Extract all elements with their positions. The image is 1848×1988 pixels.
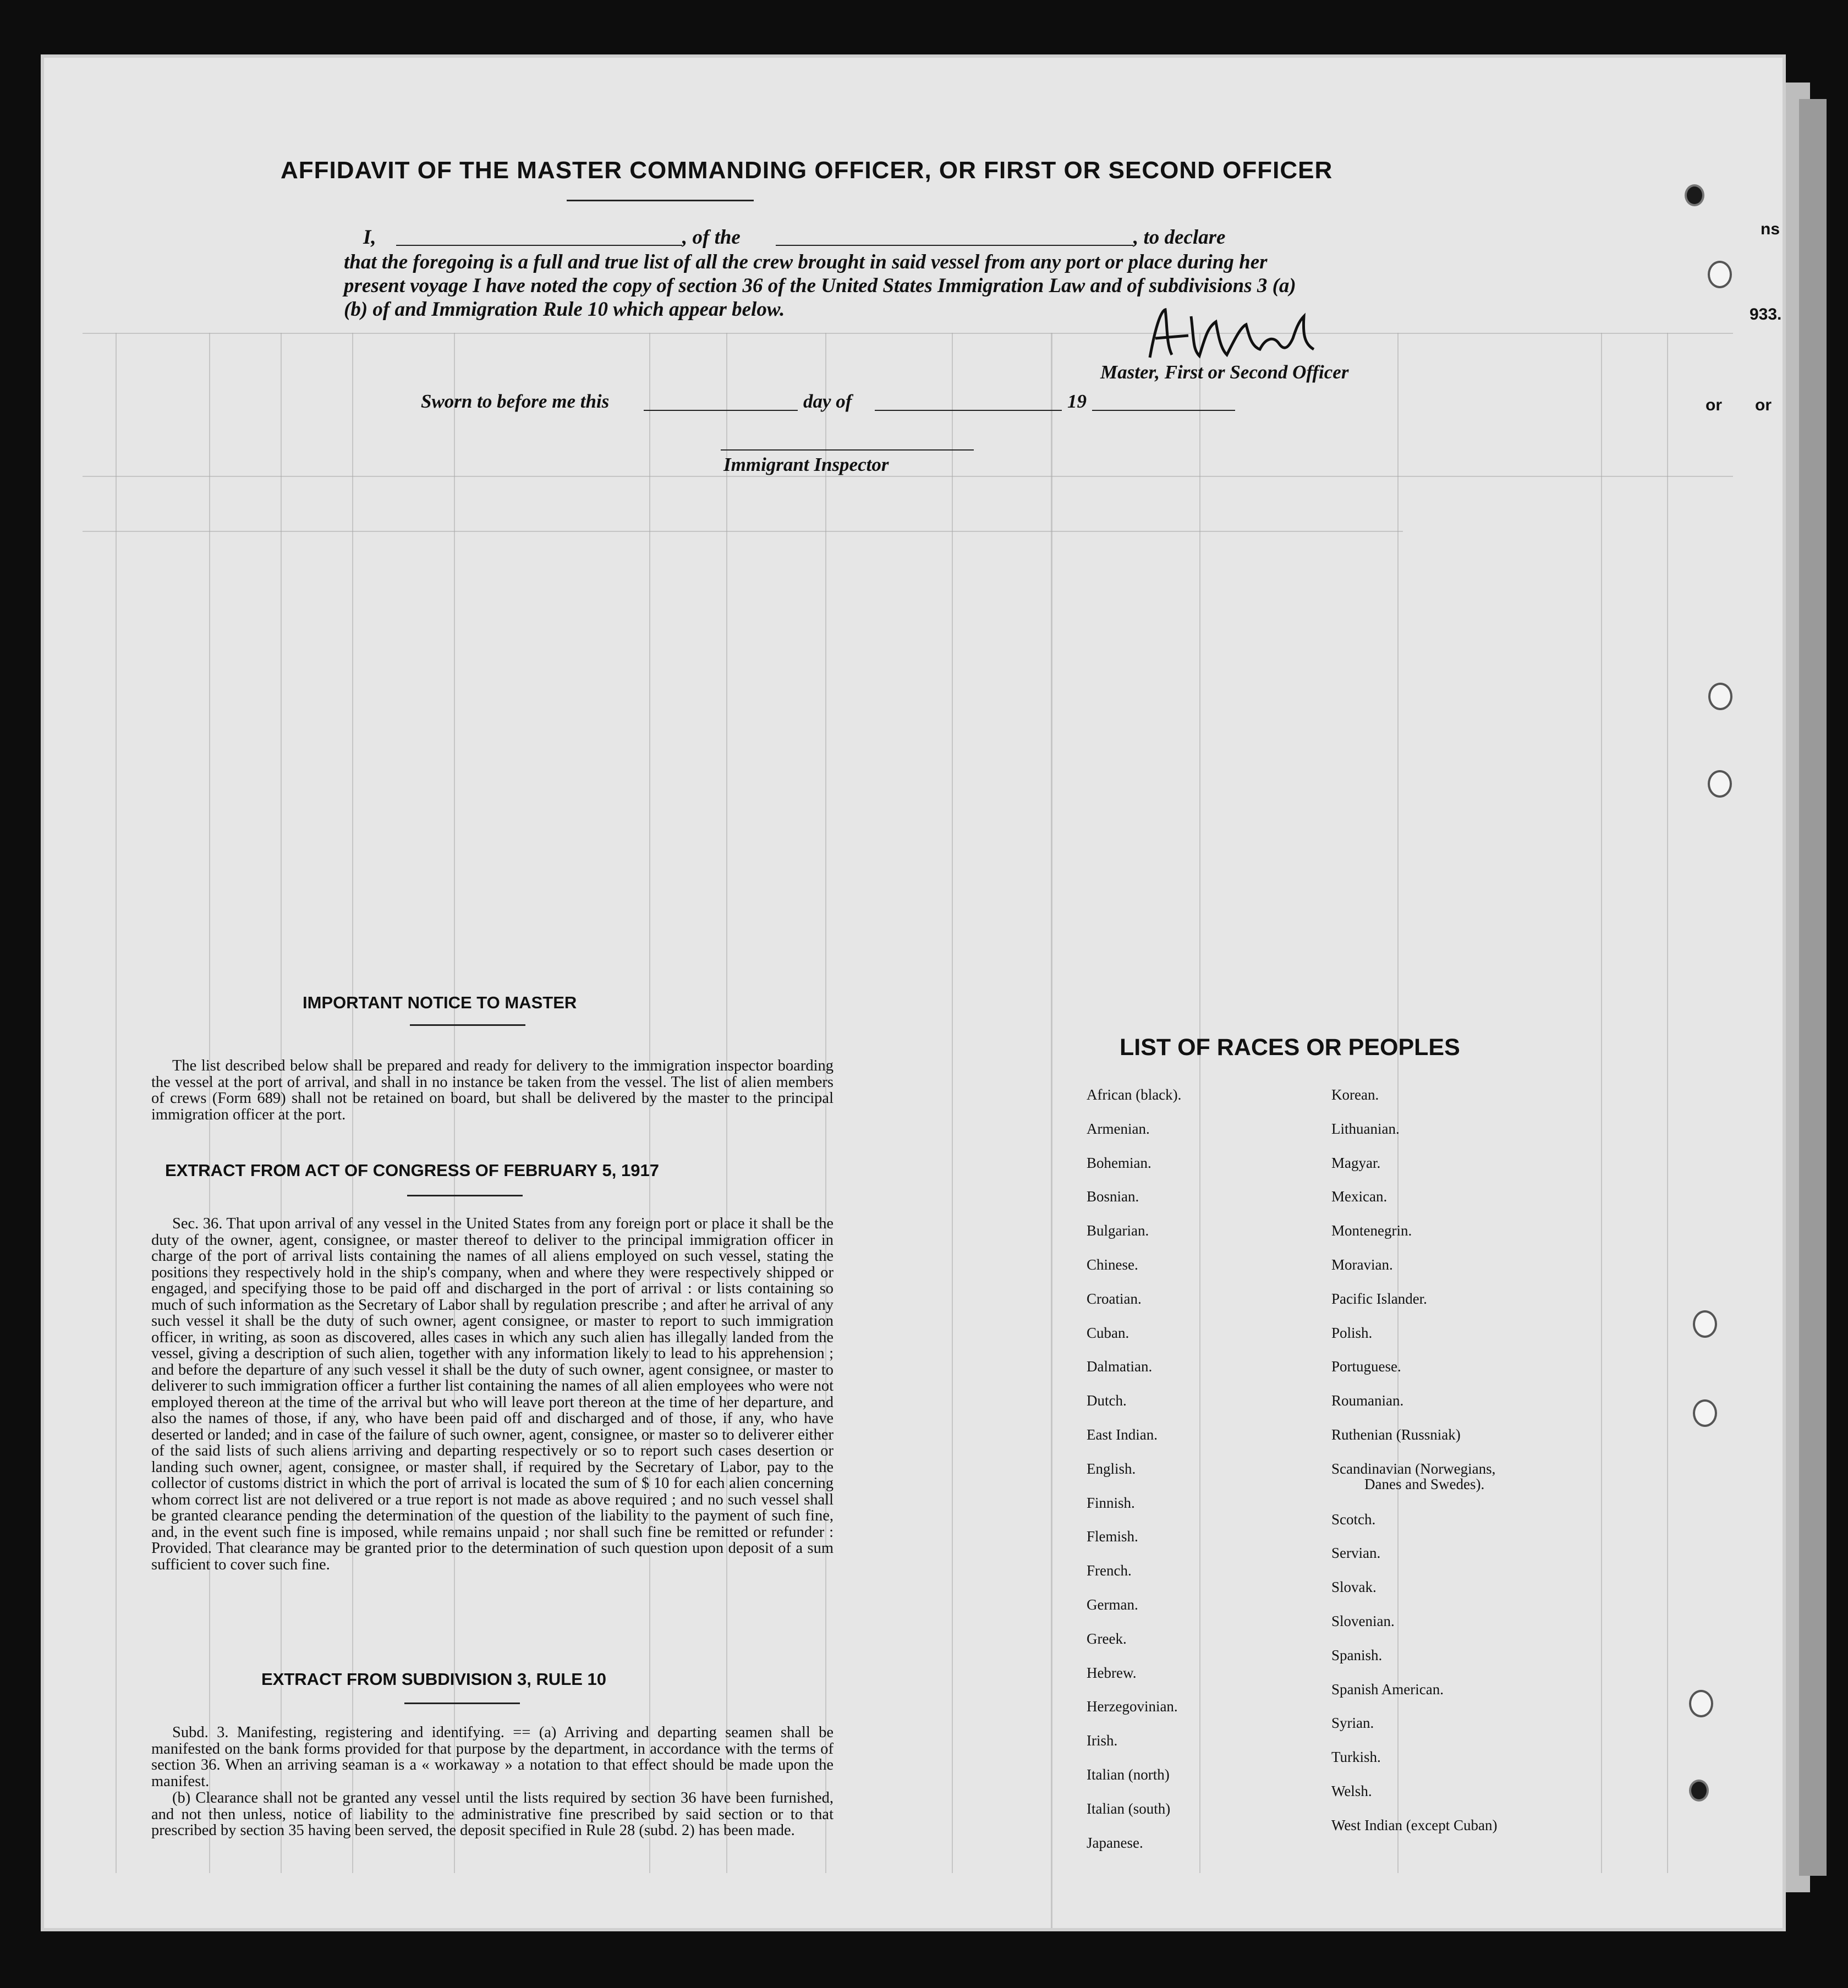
binder-hole [1693, 1310, 1717, 1338]
extract-act-text: Sec. 36. That upon arrival of any vessel in the United States from any foreign port or place it shall be the duty of the owner, agent, consignee, or master thereof to deliver to the principal immigration officer in charge of the port of arrival lists containing the names of all aliens employed on such vessel, stating the positions they respectively hold in the ship's company, when and where they were respectively shipped or engaged, and specifying those to be paid off and discharged in the port of arrival : or lists containing so much of such information as the Secretary of Labor shall by regulation prescribe ; and after he arrival of any such vessel it shall be the duty of such owner, agent consignee, or master to report to such immigration officer, in writing, as soon as discovered, alles cases in which any such alien has illegally landed from the vessel, giving a description of such alien, together with any information likely to lead to his apprehension ; and before the departure of any such vessel it shall be the duty of such owner, agent consignee, or master to deliverer to such immigration officer a further list containing the names of all alien employees who were not employed thereon at the time of the arrival but who will leave port thereon at the time of her departure, and also the names of those, if any, who have been paid off and discharged and of those, if any, who have deserted or landed; and in case of the failure of such owner, agent, consignee, or master so to deliverer either of the said lists of such aliens arriving and departing respectively or so to report such cases desertion or landing such owner, agent, consignee, or master shall, if required by the Secretary of Labor, pay to the collector of customs district in which the port of arrival is located the sum of $ 10 for each alien concerning whom correct list are not delivered or a true report is not made as above required ; and no such vessel shall be granted clearance pending the determination of the question of the liability to the payment of such fine, and, in the event such fine is imposed, while remains unpaid ; nor shall such fine be remitted or refunder : Provided. That clearance may be granted prior to the determination of such question upon deposit of a sum sufficient to cover such fine. [151, 1215, 833, 1573]
edge-fragment-ns: ns [1761, 220, 1780, 238]
affidavit-i: I, [363, 226, 376, 249]
race-item: Greek. [1087, 1630, 1127, 1647]
race-item: Cuban. [1087, 1324, 1129, 1341]
race-item: East Indian. [1087, 1426, 1158, 1443]
race-item: Mexican. [1331, 1188, 1388, 1205]
title-rule [567, 200, 754, 201]
race-item: Korean. [1331, 1086, 1379, 1103]
race-item: Montenegrin. [1331, 1222, 1412, 1239]
notice-text: The list described below shall be prepared and ready for delivery to the immigration inspector boarding the vessel at the port of arrival, and shall in no instance be taken from the vessel. The list of alien members of crews (Form 689) shall not be retained on board, but shall be delivered by the master to the principal immigration officer at the port. [151, 1057, 833, 1123]
sworn-text: Sworn to before me this [421, 391, 610, 412]
race-item: Welsh. [1331, 1783, 1372, 1799]
extract-rule-text-a: Subd. 3. Manifesting, registering and identifying. == (a) Arriving and departing seamen shall be manifested on the bank forms provided for that purpose by the department, in accordance with the terms of section 36. When an arriving seaman is a « workaway » a notation to that effect should be made upon the manifest. [151, 1724, 833, 1790]
extract-rule-title: EXTRACT FROM SUBDIVISION 3, RULE 10 [261, 1670, 606, 1689]
races-title: LIST OF RACES OR PEOPLES [1120, 1034, 1460, 1061]
race-item: Danes and Swedes). [1364, 1475, 1485, 1492]
race-item: Dalmatian. [1087, 1358, 1153, 1375]
race-item: Finnish. [1087, 1494, 1135, 1511]
binder-hole [1708, 261, 1732, 288]
binder-hole [1708, 683, 1732, 710]
extract-rule-text-b: (b) Clearance shall not be granted any vessel until the lists required by section 36 have been furnished, and not then unless, notice of liability to the administrative fine prescribed by said section or to that prescribed by section 35 having been served, the deposit specified in Rule 28 (subd. 2) has been made. [151, 1789, 833, 1839]
race-item: Flemish. [1087, 1528, 1138, 1545]
race-item: Dutch. [1087, 1392, 1127, 1409]
race-item: Spanish American. [1331, 1681, 1444, 1698]
affidavit-line-2: that the foregoing is a full and true list of all the crew brought in said vessel from any port or place during her [344, 251, 1268, 273]
month-blank[interactable] [875, 410, 1062, 411]
race-item: Magyar. [1331, 1154, 1381, 1171]
bleed-grid [83, 476, 1733, 477]
race-item: Japanese. [1087, 1834, 1143, 1851]
affidavit-line-4: (b) of and Immigration Rule 10 which appear below. [344, 298, 785, 321]
race-item: Lithuanian. [1331, 1120, 1400, 1137]
inspector-blank[interactable] [721, 449, 974, 451]
extract-act-rule [407, 1195, 523, 1196]
race-item: English. [1087, 1460, 1136, 1477]
race-item: Polish. [1331, 1324, 1373, 1341]
race-item: African (black). [1087, 1086, 1182, 1103]
race-item: French. [1087, 1562, 1132, 1579]
under-sheet-edge-dark [1799, 99, 1827, 1876]
race-item: Chinese. [1087, 1256, 1138, 1273]
bleed-grid [116, 333, 117, 1873]
race-item: Italian (north) [1087, 1766, 1170, 1783]
bleed-grid [1397, 333, 1399, 1873]
race-item: Herzegovinian. [1087, 1698, 1178, 1715]
affidavit-line-3: present voyage I have noted the copy of section 36 of the United States Immigration Law and of subdivisions 3 (a) [344, 274, 1296, 297]
edge-fragment-or-2: or [1755, 396, 1772, 414]
year-prefix: 19 [1067, 391, 1087, 412]
affidavit-title: AFFIDAVIT OF THE MASTER COMMANDING OFFICER, OR FIRST OR SECOND OFFICER [281, 157, 1333, 184]
vessel-blank[interactable] [776, 245, 1133, 246]
edge-fragment-or-1: or [1706, 396, 1722, 414]
affidavit-to-declare: , to declare [1133, 226, 1226, 249]
binder-hole [1689, 1780, 1709, 1802]
extract-act-title: EXTRACT FROM ACT OF CONGRESS OF FEBRUARY 5, 1917 [165, 1161, 659, 1180]
name-blank[interactable] [396, 245, 682, 246]
bleed-grid [83, 333, 1733, 334]
bleed-grid [952, 333, 953, 1873]
race-item: Portuguese. [1331, 1358, 1401, 1375]
race-item: Irish. [1087, 1732, 1118, 1749]
race-item: German. [1087, 1596, 1138, 1613]
notice-title: IMPORTANT NOTICE TO MASTER [303, 993, 577, 1012]
race-item: Ruthenian (Russniak) [1331, 1426, 1461, 1443]
race-item: Bohemian. [1087, 1154, 1151, 1171]
affidavit-of-the: , of the [682, 226, 741, 249]
race-item: Servian. [1331, 1545, 1381, 1562]
race-item: Turkish. [1331, 1749, 1381, 1766]
race-item: Roumanian. [1331, 1392, 1404, 1409]
race-item: Hebrew. [1087, 1664, 1137, 1681]
race-item: Spanish. [1331, 1646, 1383, 1663]
race-item: Croatian. [1087, 1290, 1142, 1307]
binder-hole [1708, 770, 1732, 798]
day-of-text: day of [803, 391, 852, 412]
bleed-grid [1051, 333, 1052, 1928]
bleed-grid [1667, 333, 1668, 1873]
signature-caption: Master, First or Second Officer [1100, 361, 1349, 383]
document-page [44, 58, 1783, 1928]
edge-fragment-933: 933. [1750, 305, 1782, 323]
race-item: Slovak. [1331, 1579, 1377, 1596]
race-item: Bosnian. [1087, 1188, 1139, 1205]
race-item: Scandinavian (Norwegians, [1331, 1460, 1496, 1477]
race-item: Italian (south) [1087, 1800, 1171, 1817]
day-blank[interactable] [644, 410, 798, 411]
race-item: Armenian. [1087, 1120, 1150, 1137]
race-item: West Indian (except Cuban) [1331, 1816, 1498, 1833]
year-blank[interactable] [1092, 410, 1235, 411]
race-item: Syrian. [1331, 1715, 1374, 1732]
race-item: Scotch. [1331, 1511, 1376, 1528]
race-item: Bulgarian. [1087, 1222, 1149, 1239]
race-item: Moravian. [1331, 1256, 1393, 1273]
bleed-grid [1601, 333, 1602, 1873]
bleed-grid [1199, 333, 1200, 1873]
binder-hole [1689, 1690, 1713, 1717]
binder-hole [1685, 184, 1704, 206]
race-item: Slovenian. [1331, 1613, 1395, 1629]
inspector-caption: Immigrant Inspector [723, 454, 889, 475]
race-item: Pacific Islander. [1331, 1290, 1427, 1307]
extract-rule-rule [404, 1703, 520, 1704]
notice-rule [410, 1024, 525, 1026]
binder-hole [1693, 1399, 1717, 1427]
